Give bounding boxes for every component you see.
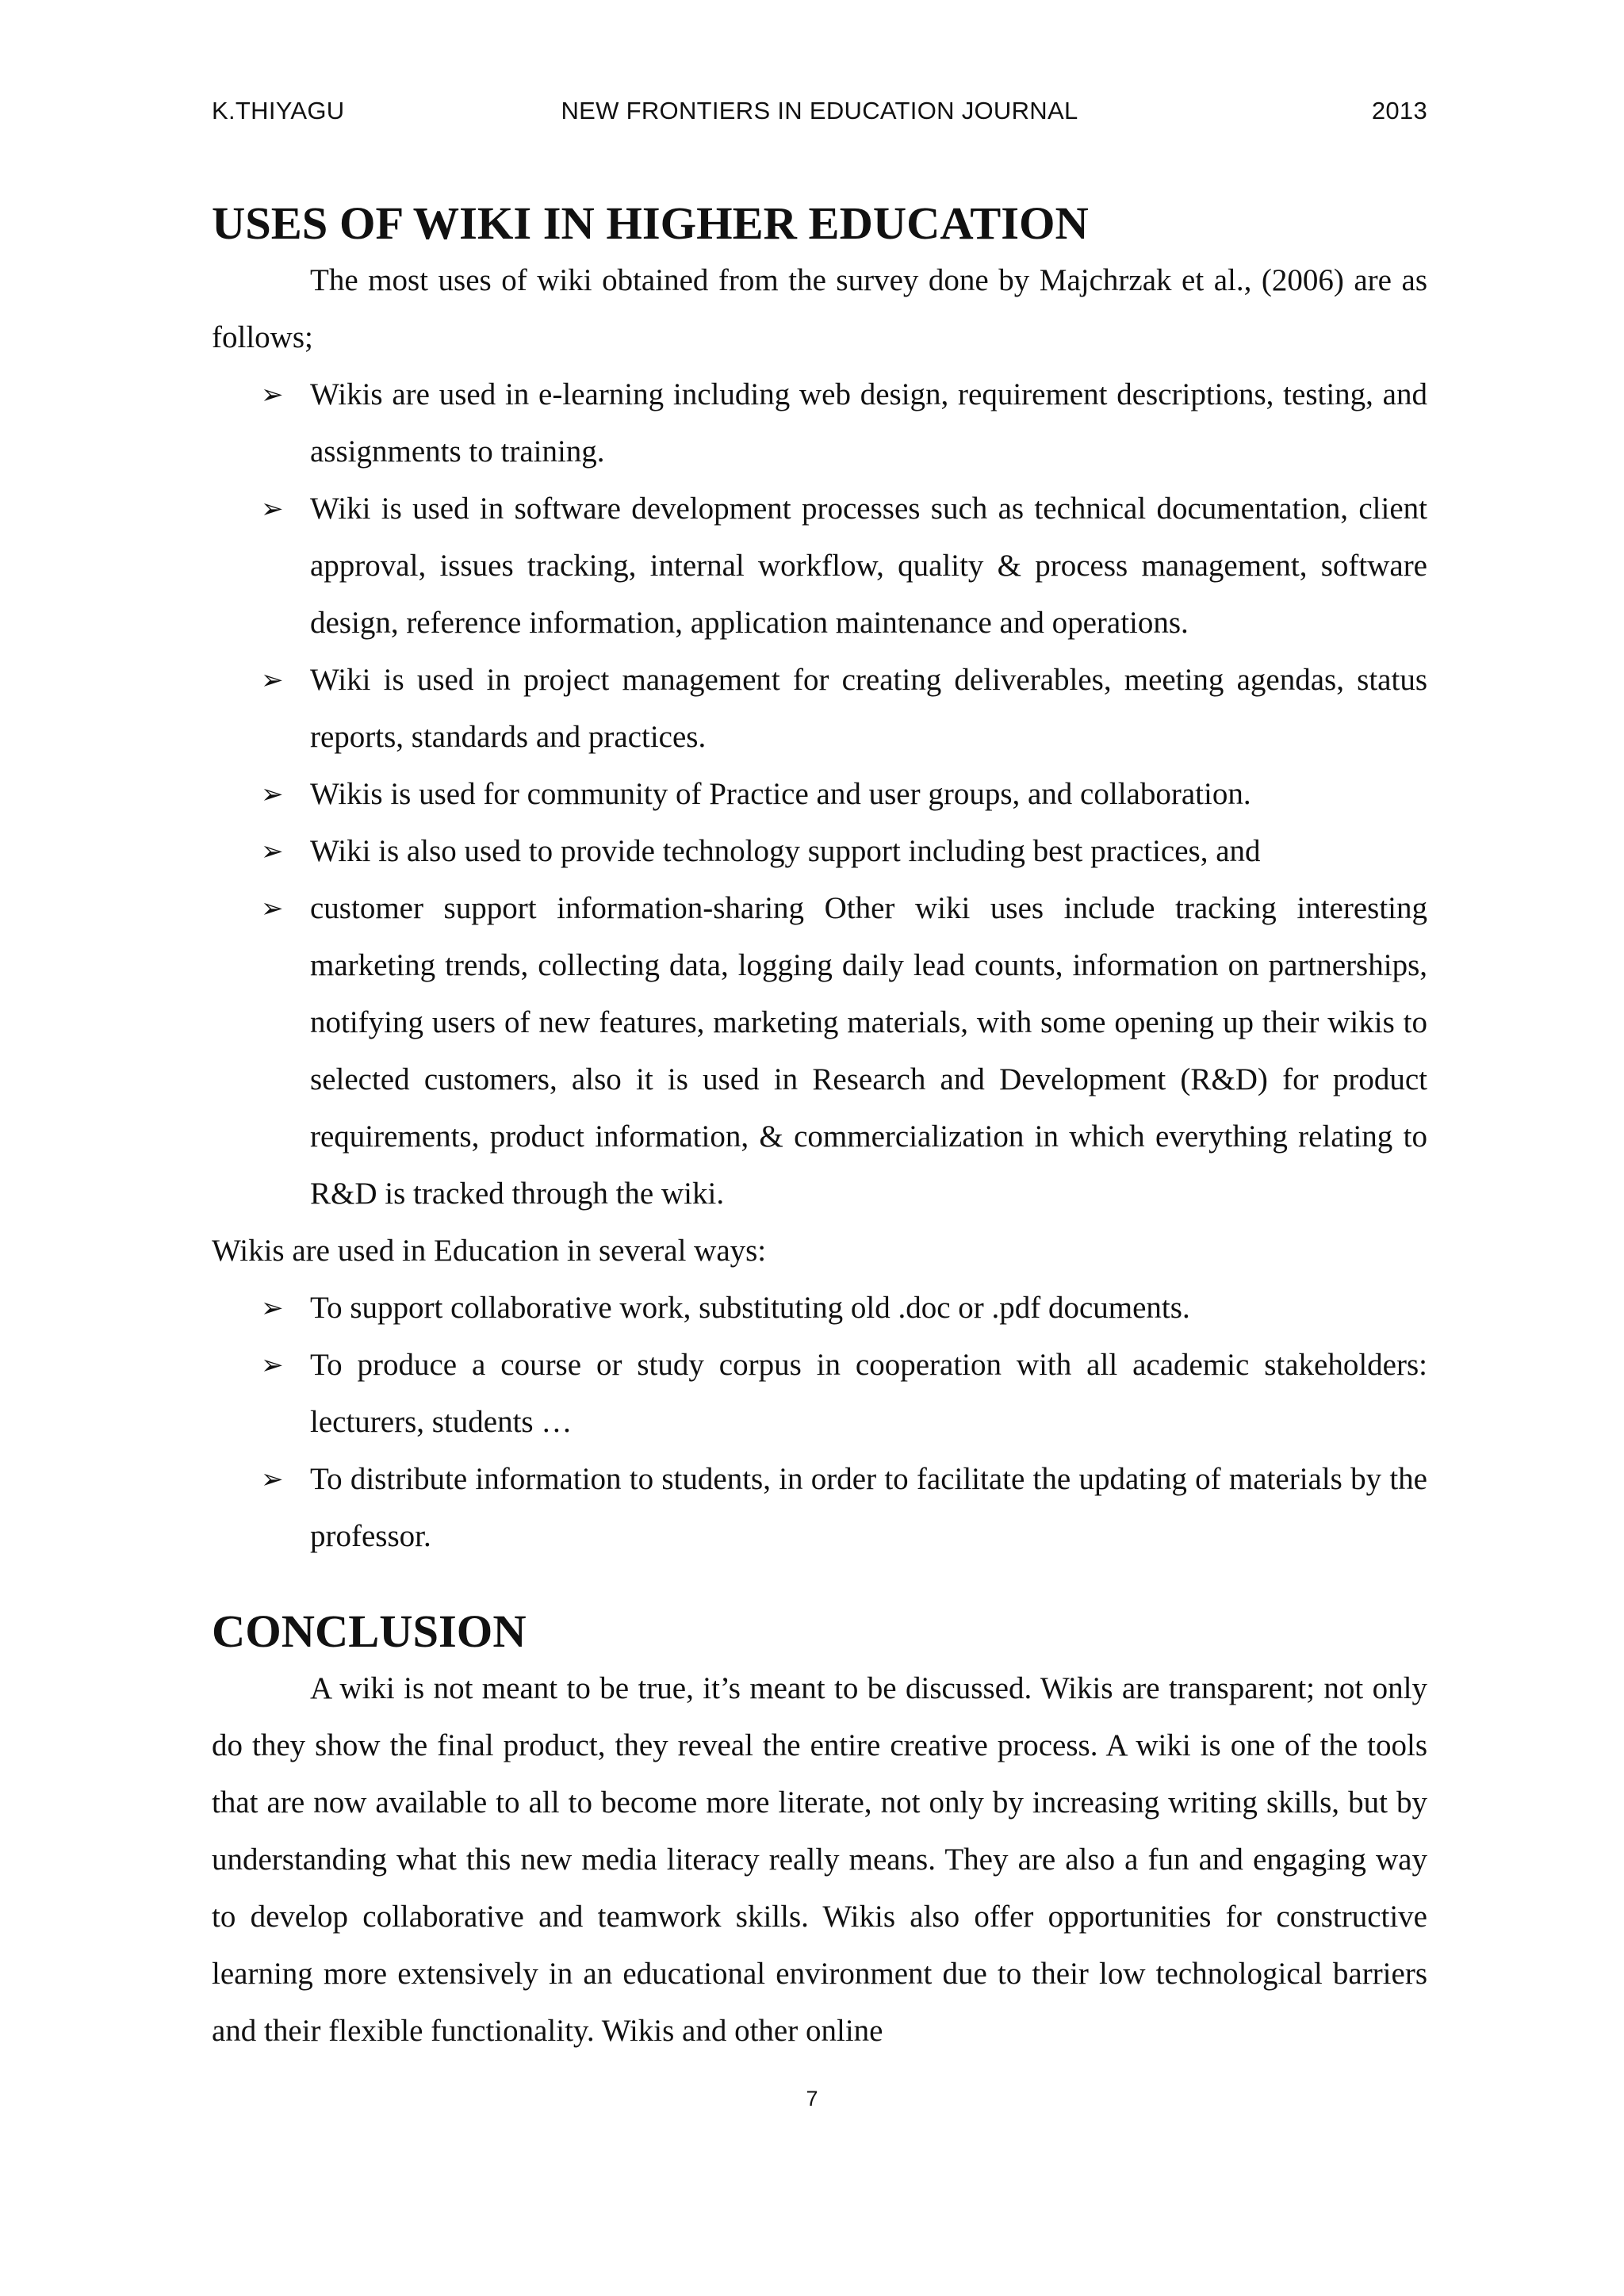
uses-bullet-list [212,366,1427,1223]
arrow-bullet-icon: ➢ [261,836,284,867]
education-intro-paragraph: Wikis are used in Education in several ways: [212,1234,767,1268]
page-number: 7 [806,2087,818,2110]
page-body [212,195,1427,2060]
list-item-text: Wiki is used in software development processes such as technical documentation, client approval, issues tracking, internal workflow, quality & process management, software design, reference information, application maintenance and operations. [310,492,1427,640]
list-item-text: Wiki is used in project management for creating deliverables, meeting agendas, status reports, standards and practices. [310,663,1427,754]
list-item [212,480,1427,652]
header-journal-title: NEW FRONTIERS IN EDUCATION JOURNAL [561,97,1078,124]
conclusion-paragraph: A wiki is not meant to be true, it’s meant to be discussed. Wikis are transparent; not only do they show the final product, they reveal the entire creative process. A wiki is one of the tools that are now available to all to become more literate, not only by increasing writing skills, but by understanding what this new media literacy really means. They are also a fun and engaging way to develop collaborative and teamwork skills. Wikis also offer opportunities for constructive learning more extensively in an educational environment due to their low technological barriers and their flexible functionality. Wikis and other online [212,1671,1427,2048]
section-spacer [212,1565,1427,1603]
arrow-bullet-icon: ➢ [261,664,284,696]
list-item [212,1451,1427,1565]
section-heading-uses: USES OF WIKI IN HIGHER EDUCATION [212,197,1089,249]
arrow-bullet-icon: ➢ [261,1349,284,1381]
education-bullet-list [212,1280,1427,1565]
list-item-text: customer support information-sharing Other wiki uses include tracking interesting marketing trends, collecting data, logging daily lead counts, information on partnerships, notifying users of new features, marketing materials, with some opening up their wikis to selected customers, also it is used in Research and Development (R&D) for product requirements, product information, & commercialization in which everything relating to R&D is tracked through the wiki. [310,891,1427,1211]
list-item [212,652,1427,766]
section-heading-conclusion: CONCLUSION [212,1605,527,1657]
list-item-text: To produce a course or study corpus in cooperation with all academic stakeholders: lecturers, students … [310,1348,1427,1439]
list-item-text: To support collaborative work, substituting old .doc or .pdf documents. [310,1291,1190,1325]
list-item [212,766,1427,823]
header-year: 2013 [1371,97,1427,124]
list-item [212,1280,1427,1337]
arrow-bullet-icon: ➢ [261,1292,284,1324]
list-item-text: Wikis is used for community of Practice and user groups, and collaboration. [310,777,1251,811]
list-item [212,1337,1427,1451]
page-header [212,97,1427,135]
uses-intro-paragraph: The most uses of wiki obtained from the survey done by Majchrzak et al., (2006) are as follows; [212,263,1427,354]
arrow-bullet-icon: ➢ [261,779,284,810]
header-author: K.THIYAGU [212,97,345,124]
list-item-text: Wiki is also used to provide technology support including best practices, and [310,834,1261,868]
list-item-text: To distribute information to students, in order to facilitate the updating of materials by the professor. [310,1462,1427,1553]
arrow-bullet-icon: ➢ [261,1464,284,1495]
list-item [212,880,1427,1223]
list-item [212,366,1427,480]
arrow-bullet-icon: ➢ [261,379,284,411]
list-item [212,823,1427,880]
list-item-text: Wikis are used in e-learning including web design, requirement descriptions, testing, and assignments to training. [310,377,1427,469]
arrow-bullet-icon: ➢ [261,493,284,525]
arrow-bullet-icon: ➢ [261,893,284,924]
